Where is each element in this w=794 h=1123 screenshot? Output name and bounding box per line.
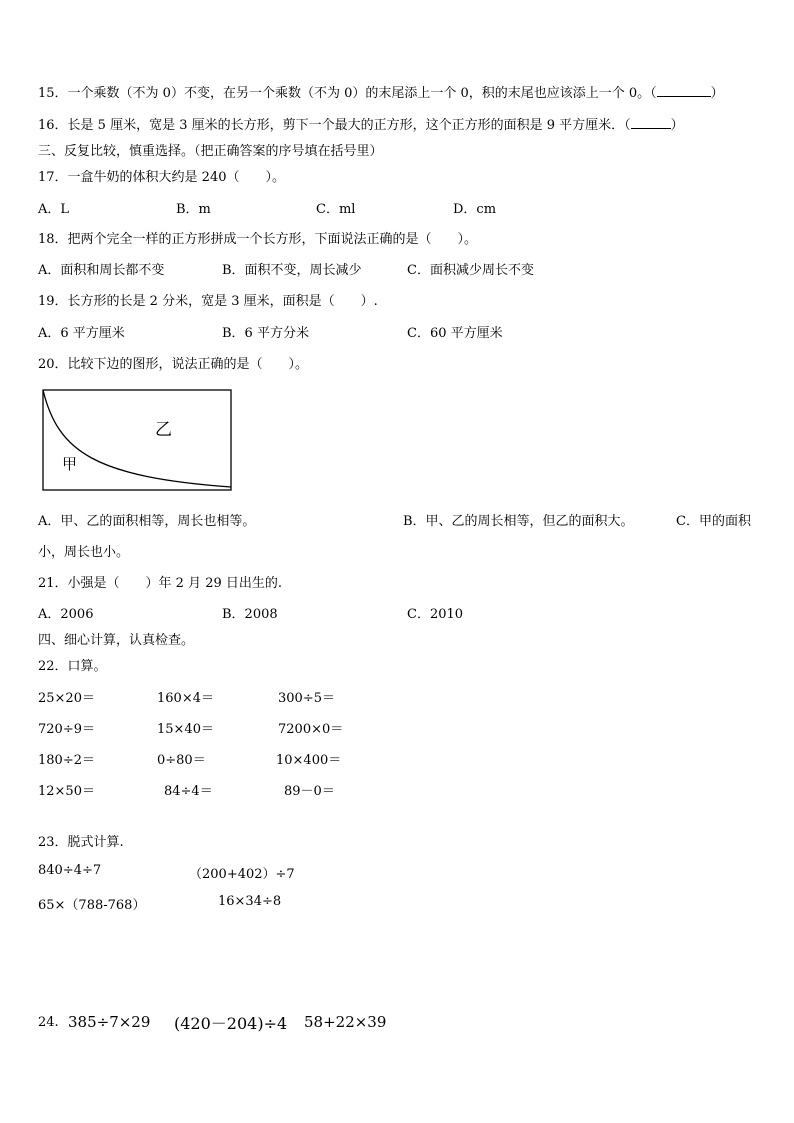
option-c-continued: 小，周长也小。: [38, 545, 130, 560]
oral-calc-item: 15×40＝: [157, 722, 214, 737]
option-b[interactable]: B．2008: [222, 607, 278, 622]
close-paren: ）: [670, 118, 684, 133]
question-18-text: 18．把两个完全一样的正方形拼成一个长方形，下面说法正确的是（ ）。: [38, 232, 478, 247]
calc-item: 385÷7×29: [68, 1013, 151, 1031]
option-b[interactable]: B．6 平方分米: [222, 326, 309, 341]
option-c[interactable]: C．面积减少周长不变: [407, 263, 534, 278]
question-22-text: 22．口算。: [38, 659, 107, 674]
oral-calc-item: 25×20＝: [38, 691, 95, 706]
option-d[interactable]: D．cm: [453, 202, 497, 217]
question-17-text: 17．一盒牛奶的体积大约是 240（ ）。: [38, 170, 285, 185]
option-b[interactable]: B．面积不变，周长减少: [222, 263, 362, 278]
option-a[interactable]: A．6 平方厘米: [38, 326, 125, 341]
calc-item: (420－204)÷4: [174, 1014, 288, 1033]
oral-calc-item: 7200×0＝: [278, 722, 344, 737]
rectangle-outline: [43, 390, 231, 490]
option-c[interactable]: C．60 平方厘米: [407, 326, 503, 341]
oral-calc-item: 10×400＝: [276, 753, 342, 768]
label-yi: 乙: [155, 420, 172, 440]
question-21-text: 21．小强是（ ）年 2 月 29 日出生的.: [38, 576, 283, 591]
question-20-text: 20．比较下边的图形，说法正确的是（ ）。: [38, 357, 309, 372]
question-16: [38, 114, 684, 133]
question-24-label: 24.: [38, 1015, 59, 1030]
calc-item: 58+22×39: [304, 1013, 387, 1031]
question-19-text: 19．长方形的长是 2 分米，宽是 3 厘米，面积是（ ）.: [38, 294, 378, 309]
oral-calc-item: 12×50＝: [38, 784, 95, 799]
section-4-heading: 四、细心计算，认真检查。: [38, 633, 195, 648]
option-c[interactable]: C．ml: [316, 202, 356, 217]
answer-blank[interactable]: [657, 84, 711, 97]
stepwise-calc-item: 16×34÷8: [218, 894, 282, 909]
question-23-text: 23．脱式计算.: [38, 835, 124, 850]
question-15-text: 15．一个乘数（不为 0）不变，在另一个乘数（不为 0）的末尾添上一个 0，积的末尾也应该添上一个 0。（: [38, 86, 657, 101]
option-b[interactable]: B．m: [176, 202, 211, 217]
oral-calc-item: 89－0＝: [284, 784, 335, 799]
shape-figure: [40, 387, 234, 493]
oral-calc-item: 300÷5＝: [278, 691, 335, 706]
question-16-text: 16．长是 5 厘米，宽是 3 厘米的长方形，剪下一个最大的正方形，这个正方形的面积是 9 平方厘米．（: [38, 118, 631, 133]
option-a[interactable]: A．2006: [38, 607, 94, 622]
oral-calc-item: 720÷9＝: [38, 722, 95, 737]
stepwise-calc-item: 65×（788-768）: [38, 898, 146, 913]
question-15: [38, 82, 724, 101]
stepwise-calc-item: 840÷4÷7: [38, 863, 102, 878]
option-a[interactable]: A．L: [38, 202, 70, 217]
oral-calc-item: 0÷80＝: [157, 753, 206, 768]
oral-calc-item: 180÷2＝: [38, 753, 95, 768]
option-c[interactable]: C．甲的面积: [676, 514, 751, 529]
oral-calc-item: 160×4＝: [157, 691, 214, 706]
label-jia: 甲: [62, 455, 78, 473]
stepwise-calc-item: （200+402）÷7: [189, 867, 295, 882]
oral-calc-item: 84÷4＝: [164, 784, 213, 799]
close-paren: ）: [710, 86, 724, 101]
option-a[interactable]: A．面积和周长都不变: [38, 263, 165, 278]
option-b[interactable]: B．甲、乙的周长相等，但乙的面积大。: [403, 514, 634, 529]
option-a[interactable]: A．甲、乙的面积相等，周长也相等。: [38, 514, 256, 529]
option-c[interactable]: C．2010: [407, 607, 464, 622]
answer-blank[interactable]: [631, 116, 671, 129]
section-3-heading: 三、反复比较，慎重选择。（把正确答案的序号填在括号里）: [38, 144, 383, 159]
